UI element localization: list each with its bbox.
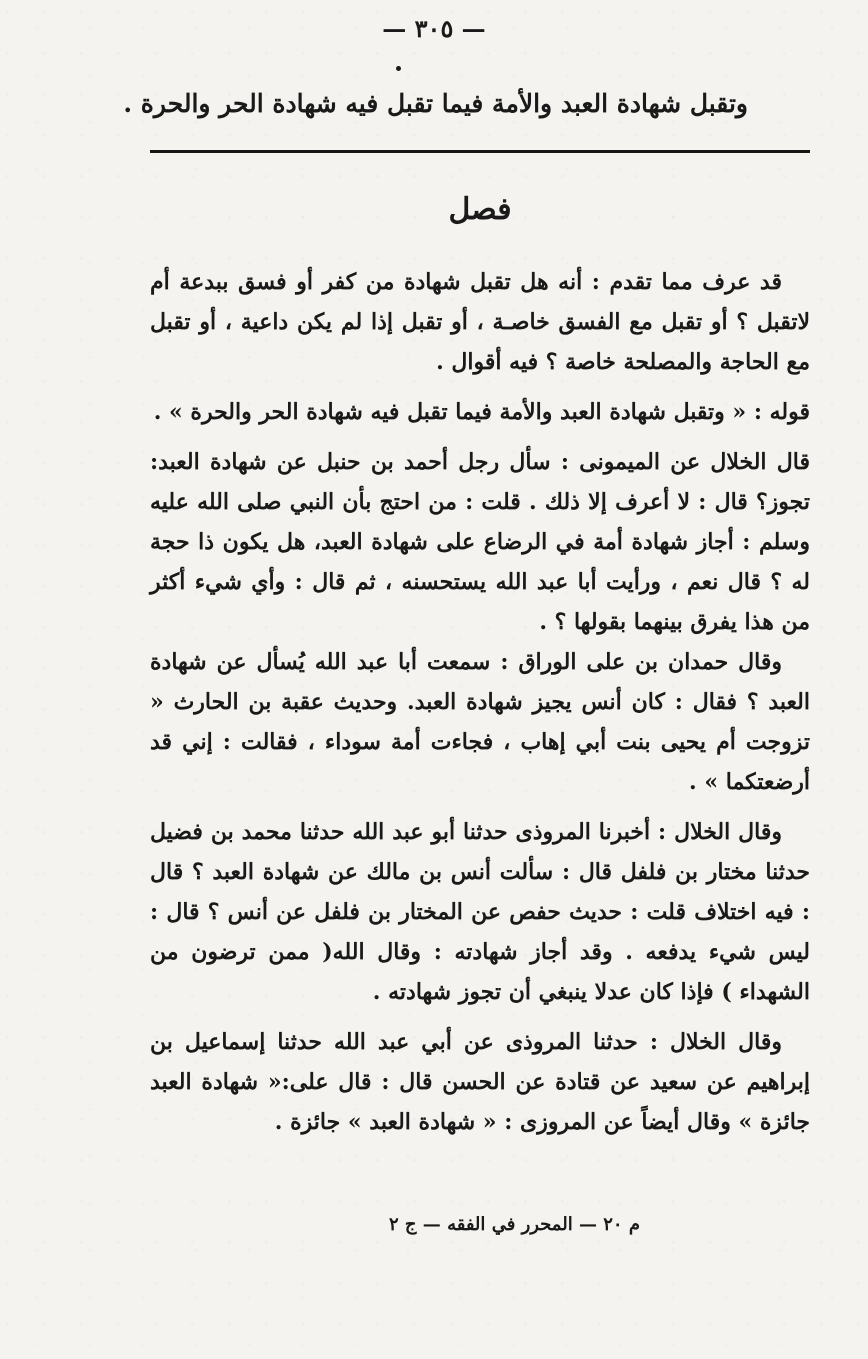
- footer-signature: م ٢٠ — المحرر في الفقه — ج ٢: [388, 1214, 640, 1235]
- paragraph: وقال الخلال : حدثنا المروذى عن أبي عبد الله حدثنا إسماعيل بن إبراهيم عن سعيد عن قتادة عن الحسن قال : قال على:« شهادة العبد جائزة » وقال أيضاً عن المروزى : « شهادة العبد » جائزة .: [150, 1029, 810, 1135]
- paragraph: قال الخلال عن الميمونى : سأل رجل أحمد بن حنبل عن شهادة العبد: تجوز؟ قال : لا أعرف إلا ذلك . قلت : من احتج بأن النبي صلى الله عليه وسلم : أجاز شهادة أمة في الرضاع على شهادة العبد، هل يكون ذا حجة له ؟ قال نعم ، ورأيت أبا عبد الله يستحسنه ، ثم قال : وأي شيء أكثر من هذا يفرق بينهما بقولها ؟ .: [150, 449, 810, 635]
- paragraph: قوله : « وتقبل شهادة العبد والأمة فيما تقبل فيه شهادة الحر والحرة » .: [153, 399, 810, 425]
- section-heading: فصل: [448, 192, 512, 227]
- horizontal-rule: [150, 150, 810, 153]
- paragraph: وقال حمدان بن على الوراق : سمعت أبا عبد الله يُسأل عن شهادة العبد ؟ فقال : كان أنس يجيز شهادة العبد. وحديث عقبة بن الحارث « تزوجت أم يحيى بنت أبي إهاب ، فجاءت أمة سوداء ، فقالت : إني قد أرضعتكما » .: [150, 649, 810, 795]
- ornament-dot: [396, 66, 401, 71]
- paragraph: قد عرف مما تقدم : أنه هل تقبل شهادة من كفر أو فسق ببدعة أم لاتقبل ؟ أو تقبل مع الفسق خاصـة ، أو تقبل إذا لم يكن داعية ، أو تقبل مع الحاجة والمصلحة خاصة ؟ فيه أقوال .: [150, 269, 810, 375]
- continued-line: وتقبل شهادة العبد والأمة فيما تقبل فيه شهادة الحر والحرة .: [123, 89, 748, 118]
- page-number: — ٣٠٥ —: [382, 14, 486, 43]
- body-text: [150, 262, 810, 1152]
- paragraph: وقال الخلال : أخبرنا المروذى حدثنا أبو عبد الله حدثنا محمد بن فضيل حدثنا مختار بن فلفل قال : سألت أنس بن مالك عن شهادة العبد ؟ قال : فيه اختلاف قلت : حديث حفص عن المختار بن فلفل عن أنس ؟ قال : ليس شيء يدفعه . وقد أجاز شهادته : وقال الله( ممن ترضون من الشهداء ) فإذا كان عدلا ينبغي أن تجوز شهادته .: [150, 819, 810, 1005]
